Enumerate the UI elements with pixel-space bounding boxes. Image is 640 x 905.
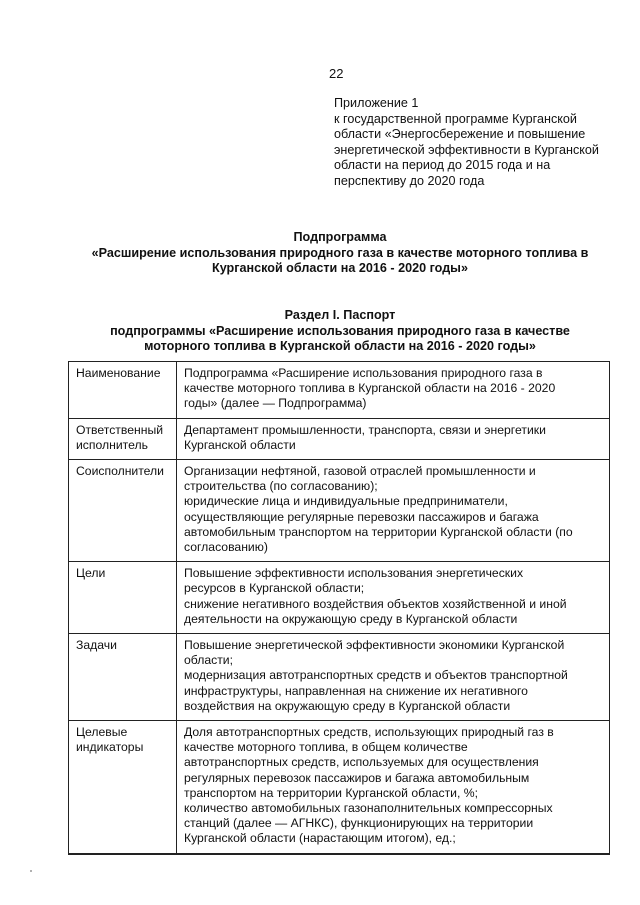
section-title [60,308,620,355]
row-content-line: осуществляющие регулярные перевозки пассажиров и багажа [184,509,539,524]
row-content-line: Курганской области (нарастающим итогом), ед.; [184,831,456,846]
annex-line: к государственной программе Курганской [334,111,577,126]
annex-line: Приложение 1 [334,96,419,110]
row-content-line: Подпрограмма «Расширение использования природного газа в [184,366,543,380]
subprogram-title [60,230,620,277]
row-content-line: Доля автотранспортных средств, использующих природный газ в [184,725,554,740]
row-content-line: Повышение энергетической эффективности экономики Курганской [184,638,565,653]
row-label-cell [69,418,177,459]
annex-line: перспективу до 2020 года [334,173,485,188]
row-content-line: ресурсов в Курганской области; [184,581,365,596]
row-label-cell [69,460,177,562]
row-content-line: транспортом на территории Курганской области, %; [184,785,478,800]
section-title-line: подпрограммы «Расширение использования природного газа в качестве [110,323,570,338]
row-label-line: Целевые [76,725,128,740]
passport-table-body [69,362,610,854]
row-content-line: Повышение эффективности использования энергетических [184,566,524,581]
scan-speck [30,870,32,872]
row-label-cell [69,721,177,854]
table-row [69,418,610,459]
row-content-line: качестве моторного топлива, в общем количестве [184,740,468,755]
row-content-line: деятельности на окружающую среду в Курганской области [184,611,518,626]
row-label-line: исполнитель [76,437,148,452]
row-label-line: индикаторы [76,740,144,755]
table-row [69,362,610,419]
row-content-line: юридические лица и индивидуальные предприниматели, [184,494,508,509]
page-number: 22 [329,66,344,81]
table-row [69,562,610,634]
row-label-line: Наименование [76,366,161,380]
annex-line: энергетической эффективности в Курганской [334,142,599,157]
annex-line: области «Энергосбережение и повышение [334,127,586,141]
section-title-line: моторного топлива в Курганской области на 2016 - 2020 годы» [144,339,536,353]
row-content-line: автомобильным транспортом на территории Курганской области (по [184,524,573,539]
row-content-cell [177,418,610,459]
row-label-cell [69,562,177,634]
row-content-line: регулярных перевозок пассажиров и багажа автомобильным [184,770,530,785]
row-label-line: Цели [76,566,106,581]
row-content-line: Департамент промышленности, транспорта, связи и энергетики [184,422,546,437]
row-label-line: Задачи [76,638,117,653]
row-content-line: воздействия на окружающую среду в Курганской области [184,698,511,713]
annex-header [334,96,619,189]
subprogram-title-line: Курганской области на 2016 - 2020 годы» [212,261,468,275]
row-content-line: количество автомобильных газонаполнительных компрессорных [184,801,553,816]
row-label-cell [69,362,177,419]
row-content-line: Организации нефтяной, газовой отраслей промышленности и [184,464,536,479]
row-content-line: области; [184,653,233,668]
table-row [69,460,610,562]
row-label-cell [69,634,177,721]
row-content-line: снижение негативного воздействия объектов хозяйственной и иной [184,596,567,611]
row-label-line: Ответственный [76,422,164,437]
annex-line: области на период до 2015 года и на [334,158,551,172]
row-content-cell [177,634,610,721]
row-content-cell [177,721,610,854]
row-content-line: инфраструктуры, направленная на снижение их негативного [184,683,528,698]
row-content-line: Курганской области [184,437,296,452]
passport-table [68,361,610,855]
row-content-cell [177,362,610,419]
subprogram-title-line: Подпрограмма [293,230,387,244]
row-label-line: Соисполнители [76,464,164,479]
row-content-line: согласованию) [184,540,268,555]
row-content-line: станций (далее — АГНКС), функционирующих на территории [184,816,534,831]
subprogram-title-line: «Расширение использования природного газа в качестве моторного топлива в [91,245,589,260]
table-row [69,721,610,854]
row-content-cell [177,562,610,634]
table-row [69,634,610,721]
section-title-line: Раздел I. Паспорт [284,308,396,322]
row-content-line: модернизация автотранспортных средств и объектов транспортной [184,668,568,683]
row-content-line: качестве моторного топлива в Курганской области на 2016 - 2020 [184,381,556,396]
row-content-line: строительства (по согласованию); [184,479,378,494]
row-content-line: автотранспортных средств, используемых для осуществления [184,755,539,770]
row-content-cell [177,460,610,562]
row-content-line: годы» (далее — Подпрограмма) [184,396,367,411]
